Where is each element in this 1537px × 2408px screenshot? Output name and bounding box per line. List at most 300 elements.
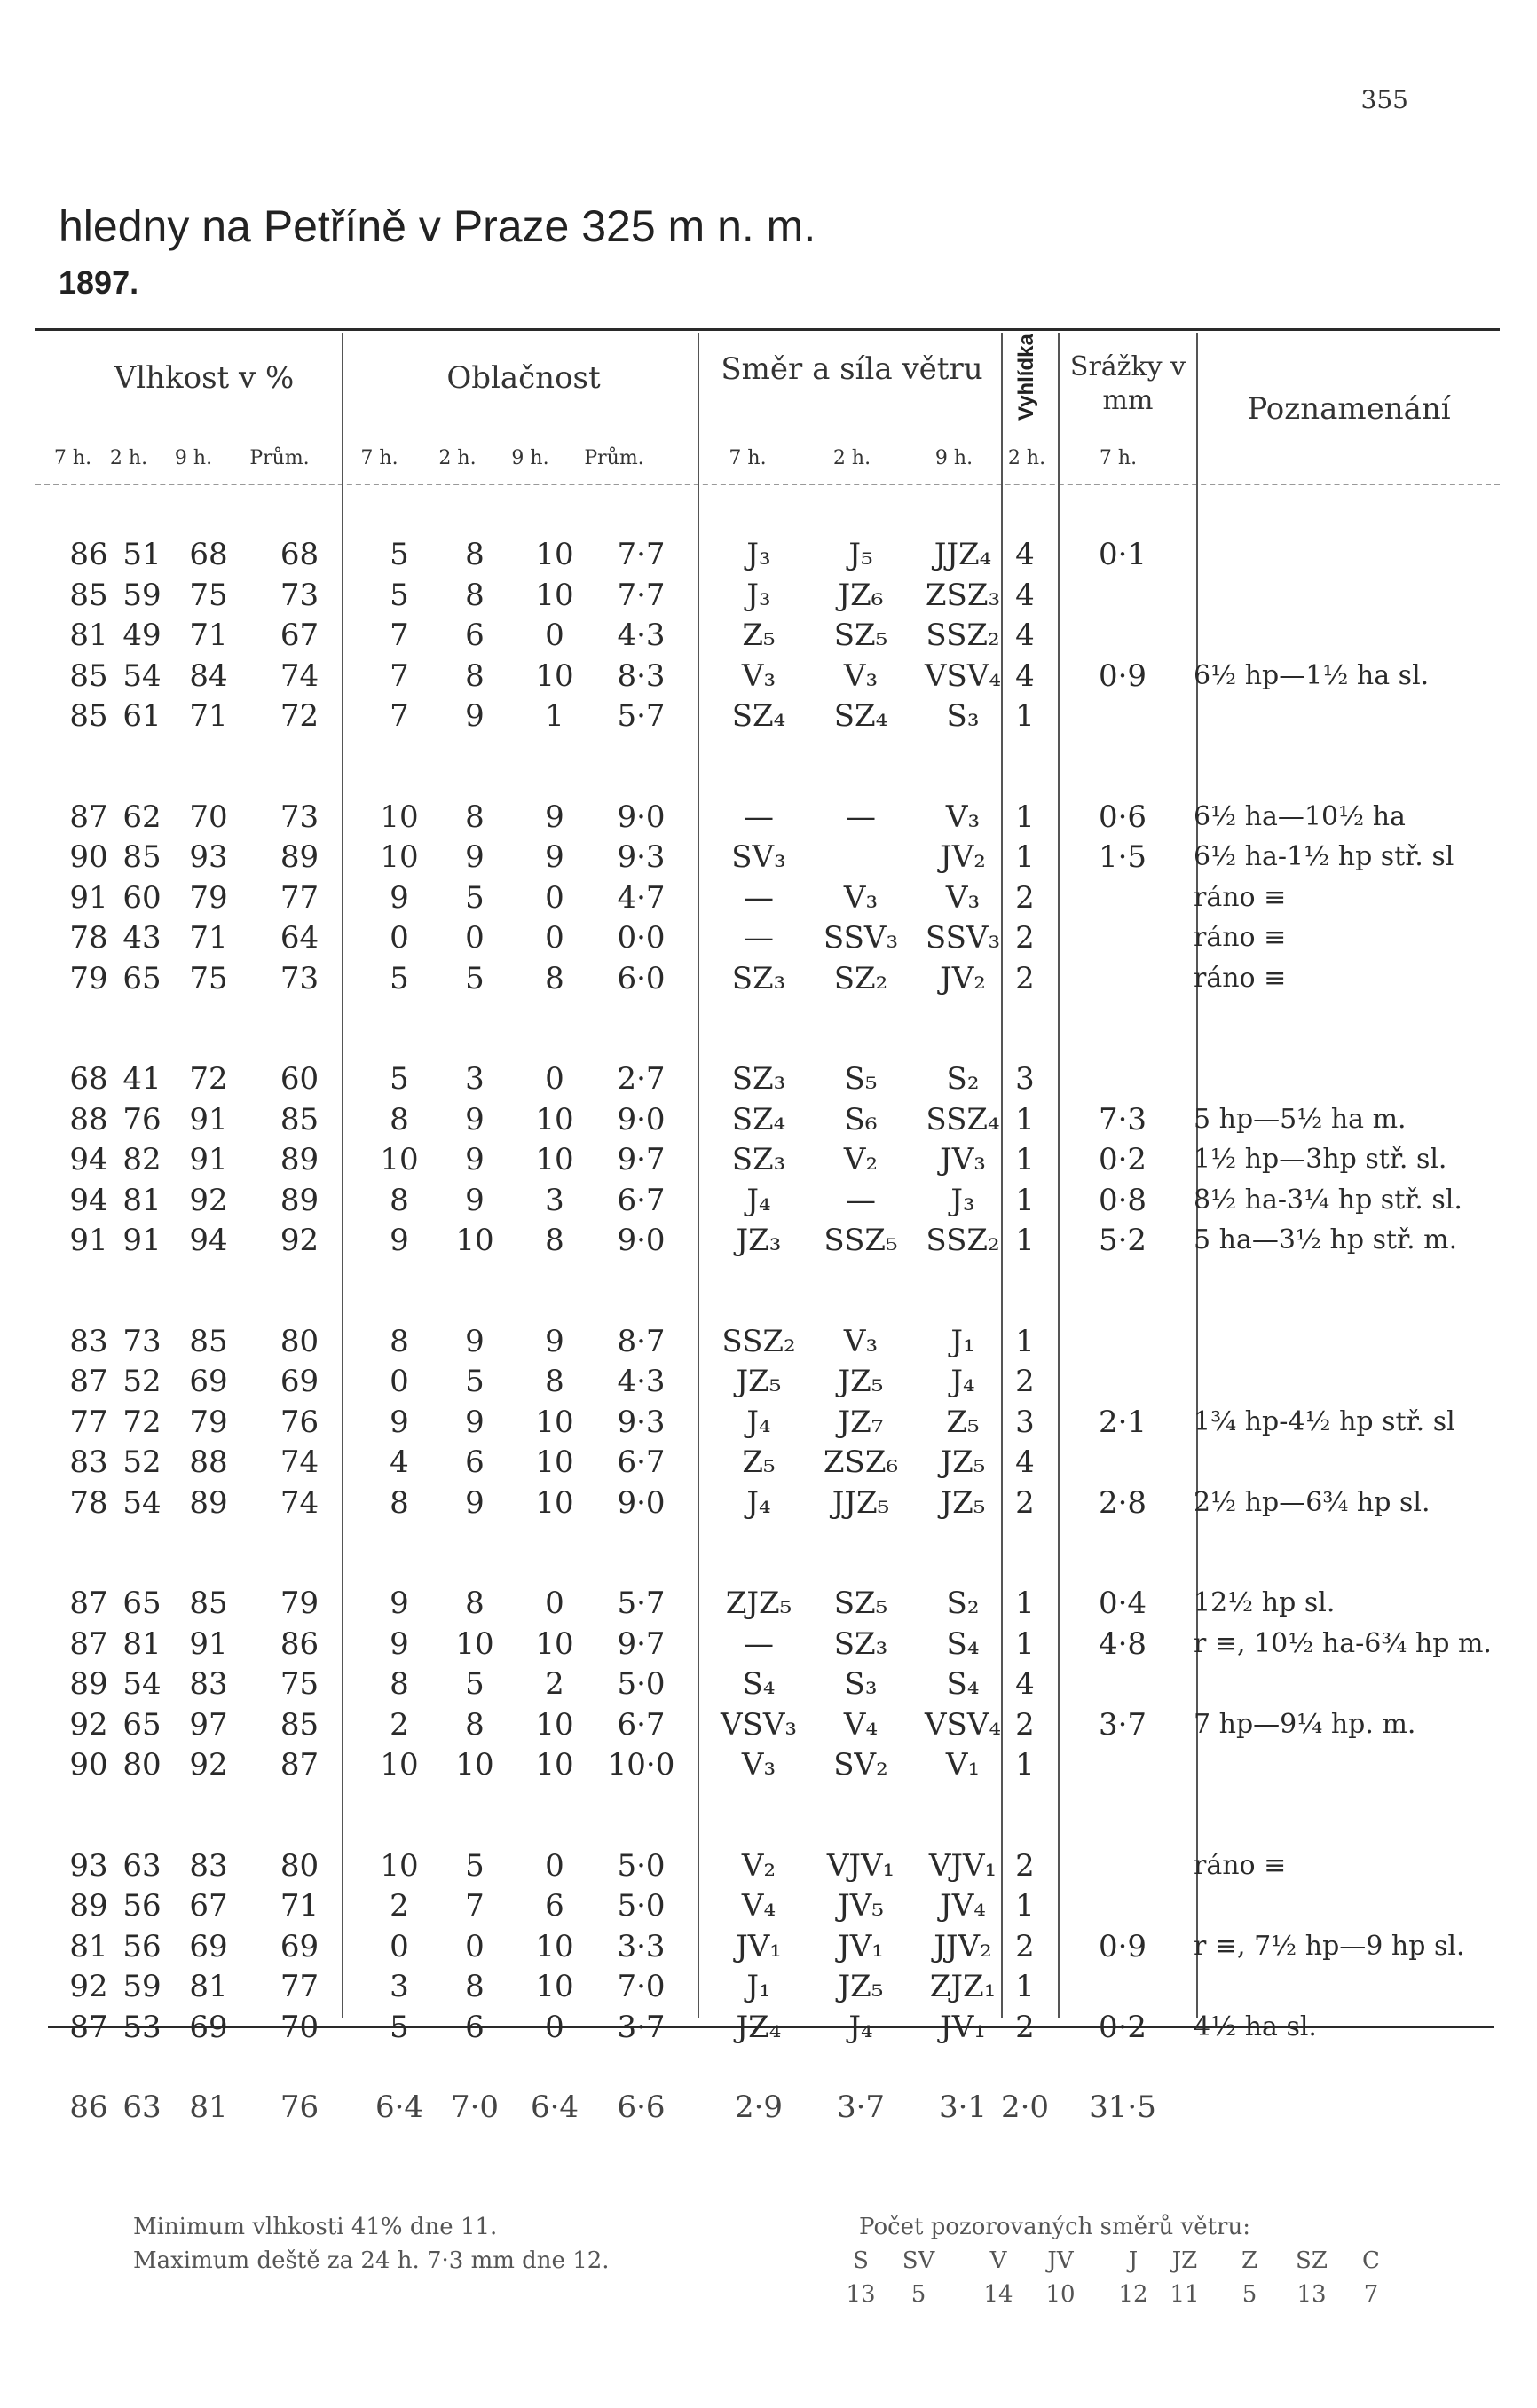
table-cell: 7	[390, 657, 409, 694]
table-cell: 82	[122, 1142, 162, 1177]
table-cell: SZ₃	[731, 960, 786, 996]
table-cell: 68	[280, 537, 319, 572]
subheader-7: Prům.	[584, 447, 644, 469]
table-cell: 1	[1015, 1142, 1035, 1177]
table-cell: 87	[69, 1586, 108, 1621]
table-cell: 70	[280, 2009, 319, 2045]
table-cell: 77	[69, 1404, 108, 1440]
table-cell: J₅	[848, 537, 873, 572]
total-cell: 81	[189, 2089, 228, 2125]
table-cell: —	[744, 920, 774, 956]
total-cell: 3·7	[836, 2089, 886, 2125]
table-cell: 69	[189, 1928, 228, 1964]
subheader-9: 2 h.	[832, 447, 871, 469]
table-cell: 10	[380, 1142, 419, 1177]
table-cell: 10	[455, 1625, 494, 1662]
total-cell: 6·4	[374, 2089, 424, 2125]
subheader-4: 7 h.	[360, 447, 398, 469]
note-cell: ráno ≡	[1194, 962, 1287, 994]
table-cell: 9	[465, 1323, 485, 1359]
table-cell: 8	[390, 1484, 409, 1521]
table-cell: 6·7	[617, 1706, 666, 1743]
table-cell: 93	[189, 839, 228, 875]
table-cell: 2	[1015, 1484, 1035, 1521]
table-cell: V₄	[741, 1888, 776, 1924]
table-cell: JZ₅	[940, 1484, 986, 1521]
table-cell: 91	[69, 1223, 108, 1258]
table-cell: J₄	[746, 1484, 771, 1521]
table-cell: VSV₃	[720, 1706, 798, 1743]
table-cell: 4·7	[617, 879, 666, 916]
table-cell: 92	[69, 1706, 108, 1743]
total-cell: 31·5	[1089, 2089, 1156, 2125]
table-cell: 3	[465, 1061, 485, 1097]
note-cell: ráno ≡	[1194, 922, 1287, 953]
table-cell: 81	[69, 1928, 108, 1964]
table-cell: JZ₅	[838, 1969, 884, 2004]
table-cell: 85	[280, 1706, 319, 1743]
page-number: 355	[1360, 85, 1408, 114]
table-cell: V₃	[843, 657, 879, 694]
footer-wind-dir: V	[989, 2247, 1007, 2274]
table-cell: 0	[545, 2009, 564, 2045]
table-cell: 8	[465, 1586, 485, 1621]
table-cell: 52	[122, 1444, 162, 1480]
table-cell: 0	[545, 1061, 564, 1097]
total-cell: 86	[69, 2089, 108, 2125]
note-cell: 6½ ha—10½ ha	[1194, 800, 1406, 832]
table-cell: SZ₄	[833, 698, 888, 734]
table-cell: 9	[465, 1182, 485, 1218]
table-cell: 51	[122, 537, 162, 572]
table-cell: 52	[122, 1364, 162, 1399]
table-cell: J₄	[746, 1182, 771, 1218]
table-cell: S₂	[946, 1586, 980, 1621]
table-cell: V₃	[741, 1747, 776, 1782]
table-cell: 6	[465, 2009, 485, 2045]
table-cell: 76	[280, 1404, 319, 1440]
table-cell: 5·0	[617, 1888, 666, 1924]
table-cell: JV₂	[940, 839, 986, 875]
table-cell: 2	[1015, 2009, 1035, 2045]
table-cell: 65	[122, 960, 162, 996]
table-cell: SZ₃	[833, 1625, 888, 1662]
table-cell: 8	[390, 1101, 409, 1137]
table-cell: 8	[545, 960, 564, 996]
header-bottom-rule	[35, 484, 1500, 485]
table-cell: 2	[1015, 1928, 1035, 1964]
table-cell: V₃	[843, 879, 879, 916]
table-cell: 1	[1015, 1969, 1035, 2004]
table-cell: 2	[1015, 879, 1035, 916]
table-cell: 93	[69, 1847, 108, 1884]
table-cell: 4	[1015, 537, 1035, 572]
table-cell: S₄	[946, 1625, 980, 1662]
table-cell: 67	[189, 1888, 228, 1924]
table-cell: —	[744, 799, 774, 835]
table-cell: 84	[189, 657, 228, 694]
table-cell: 7	[390, 698, 409, 734]
table-cell: 53	[122, 2009, 162, 2045]
table-cell: 1	[545, 698, 564, 734]
table-cell: 59	[122, 1969, 162, 2004]
table-cell: 67	[280, 618, 319, 653]
subheader-2: 9 h.	[174, 447, 213, 469]
note-cell: 6½ ha-1½ hp stř. sl	[1194, 841, 1454, 872]
table-cell: 94	[189, 1223, 228, 1258]
note-cell: 7 hp—9¼ hp. m.	[1194, 1708, 1416, 1740]
table-cell: 5	[390, 537, 409, 572]
table-cell: 9·0	[617, 799, 666, 835]
footer-wind-dir: SZ	[1296, 2247, 1328, 2274]
table-cell: 5	[390, 577, 409, 613]
table-cell: 2·8	[1098, 1484, 1147, 1521]
subheader-1: 2 h.	[109, 447, 148, 469]
table-cell: JV₁	[838, 1928, 884, 1964]
table-cell: —	[846, 1182, 876, 1218]
table-cell: 5·7	[617, 698, 666, 734]
table-cell: 10	[535, 1404, 574, 1440]
table-cell: 0·2	[1098, 2009, 1147, 2045]
note-cell: 5 ha—3½ hp stř. m.	[1194, 1224, 1458, 1255]
table-cell: 64	[280, 920, 319, 956]
table-cell: 10	[380, 799, 419, 835]
table-cell: S₃	[946, 698, 980, 734]
table-cell: 1	[1015, 1323, 1035, 1359]
table-cell: 9·3	[617, 839, 666, 875]
table-cell: 0·0	[617, 920, 666, 956]
table-cell: JZ₃	[736, 1223, 782, 1258]
table-cell: 7·0	[617, 1969, 666, 2004]
table-cell: 1	[1015, 799, 1035, 835]
table-cell: S₅	[844, 1061, 878, 1097]
table-cell: 3	[1015, 1404, 1035, 1440]
table-cell: 6·7	[617, 1444, 666, 1480]
table-cell: 9	[465, 1142, 485, 1177]
footer-wind-count: 13	[846, 2281, 876, 2308]
year-label: 1897.	[59, 264, 139, 301]
table-cell: 72	[189, 1061, 228, 1097]
page-title: hledny na Petříně v Praze 325 m n. m.	[59, 201, 816, 251]
table-cell: 9·3	[617, 1404, 666, 1440]
table-cell: 4·3	[617, 1364, 666, 1399]
table-cell: 76	[122, 1101, 162, 1137]
table-cell: 6·0	[617, 960, 666, 996]
table-cell: 1·5	[1098, 839, 1147, 875]
note-cell: ráno ≡	[1194, 1849, 1287, 1881]
table-cell: 2·7	[617, 1061, 666, 1097]
table-cell: SZ₅	[833, 618, 888, 653]
table-cell: 4	[1015, 618, 1035, 653]
table-cell: J₃	[746, 577, 771, 613]
table-cell: 77	[280, 879, 319, 916]
footer-wind-count: 12	[1118, 2281, 1148, 2308]
footer-max-rain: Maximum deště za 24 h. 7·3 mm dne 12.	[133, 2247, 610, 2274]
table-cell: V₂	[843, 1142, 879, 1177]
table-cell: 60	[280, 1061, 319, 1097]
footer-wind-dir: S	[853, 2247, 869, 2274]
note-cell: 1½ hp—3hp stř. sl.	[1194, 1144, 1447, 1175]
table-cell: Z₅	[946, 1404, 980, 1440]
table-cell: V₃	[945, 799, 981, 835]
table-cell: 5·7	[617, 1586, 666, 1621]
table-cell: 74	[280, 657, 319, 694]
table-cell: —	[744, 1625, 774, 1662]
table-cell: SSV₃	[823, 920, 899, 956]
footer-wind-dir: SV	[902, 2247, 935, 2274]
header-notes: Poznamenání	[1247, 391, 1451, 427]
table-cell: SV₂	[833, 1747, 888, 1782]
table-cell: 9·0	[617, 1484, 666, 1521]
table-cell: 70	[189, 799, 228, 835]
table-cell: 7	[465, 1888, 485, 1924]
subheader-3: Prům.	[249, 447, 310, 469]
table-cell: 9	[465, 1101, 485, 1137]
footer-wind-count: 5	[1241, 2281, 1257, 2308]
table-cell: 2	[1015, 1364, 1035, 1399]
table-cell: 0·6	[1098, 799, 1147, 835]
table-cell: 3	[545, 1182, 564, 1218]
table-cell: 79	[280, 1586, 319, 1621]
table-cell: J₄	[848, 2009, 873, 2045]
table-cell: 3·7	[617, 2009, 666, 2045]
table-cell: 0	[545, 618, 564, 653]
table-cell: 6	[465, 618, 485, 653]
table-cell: 4	[1015, 1666, 1035, 1702]
table-cell: 9	[465, 1404, 485, 1440]
table-cell: 81	[69, 618, 108, 653]
table-cell: 79	[189, 1404, 228, 1440]
table-cell: 4·3	[617, 618, 666, 653]
subheader-8: 7 h.	[729, 447, 767, 469]
table-cell: 89	[280, 1142, 319, 1177]
total-cell: 6·6	[617, 2089, 666, 2125]
table-cell: 81	[189, 1969, 228, 2004]
table-cell: JJV₂	[934, 1928, 992, 1964]
table-cell: 94	[69, 1182, 108, 1218]
table-cell: JZ₅	[940, 1444, 986, 1480]
table-cell: V₃	[843, 1323, 879, 1359]
table-cell: 0	[545, 1586, 564, 1621]
table-cell: 79	[189, 879, 228, 916]
footer-wind-count: 5	[910, 2281, 926, 2308]
table-cell: 9	[465, 1484, 485, 1521]
table-cell: 72	[122, 1404, 162, 1440]
table-cell: 8	[390, 1323, 409, 1359]
table-cell: J₃	[746, 537, 771, 572]
table-cell: 2·1	[1098, 1404, 1147, 1440]
table-cell: 0	[390, 1928, 409, 1964]
table-cell: 7·3	[1098, 1101, 1147, 1137]
table-cell: 83	[189, 1666, 228, 1702]
table-cell: 4·8	[1098, 1625, 1147, 1662]
table-cell: V₂	[741, 1847, 776, 1884]
table-cell: 90	[69, 1747, 108, 1782]
note-cell: 5 hp—5½ ha m.	[1194, 1103, 1407, 1135]
footer-wind-count: 13	[1297, 2281, 1327, 2308]
table-cell: 89	[280, 839, 319, 875]
table-cell: 87	[69, 1625, 108, 1662]
table-cell: 92	[189, 1747, 228, 1782]
table-cell: J₁	[950, 1323, 975, 1359]
table-cell: 91	[69, 879, 108, 916]
table-cell: 54	[122, 1484, 162, 1521]
table-cell: 10	[455, 1223, 494, 1258]
table-cell: JZ₆	[838, 577, 884, 613]
table-cell: JV₃	[940, 1142, 986, 1177]
table-cell: 10	[380, 839, 419, 875]
table-cell: 69	[280, 1928, 319, 1964]
footer-wind-dir: JZ	[1171, 2247, 1198, 2274]
table-cell: 80	[280, 1323, 319, 1359]
note-cell: 2½ hp—6¾ hp sl.	[1194, 1486, 1431, 1518]
table-cell: 5·0	[617, 1847, 666, 1884]
total-cell: 2·9	[734, 2089, 784, 2125]
note-cell: 12½ hp sl.	[1194, 1587, 1336, 1618]
table-cell: 89	[280, 1182, 319, 1218]
table-cell: 1	[1015, 1888, 1035, 1924]
table-cell: SSZ₂	[926, 1223, 1000, 1258]
table-cell: 6	[465, 1444, 485, 1480]
table-cell: JV₁	[940, 2009, 986, 2045]
note-cell: r ≡, 7½ hp—9 hp sl.	[1194, 1930, 1465, 1962]
table-cell: S₄	[946, 1666, 980, 1702]
table-cell: 74	[280, 1444, 319, 1480]
table-cell: 8	[390, 1666, 409, 1702]
table-cell: V₃	[945, 879, 981, 916]
table-cell: 71	[280, 1888, 319, 1924]
total-cell: 7·0	[450, 2089, 500, 2125]
table-cell: 69	[189, 2009, 228, 2045]
table-cell: SZ₅	[833, 1586, 888, 1621]
footer-wind-count: 10	[1045, 2281, 1076, 2308]
column-divider-0	[342, 333, 343, 2018]
table-cell: 2	[390, 1706, 409, 1743]
table-cell: 9·0	[617, 1223, 666, 1258]
table-cell: V₄	[843, 1706, 879, 1743]
table-cell: 0·2	[1098, 1142, 1147, 1177]
table-cell: 10	[535, 1706, 574, 1743]
table-cell: 0	[465, 920, 485, 956]
table-cell: 5	[390, 960, 409, 996]
table-cell: JV₄	[940, 1888, 986, 1924]
table-cell: Z₅	[742, 618, 776, 653]
table-cell: 85	[69, 657, 108, 694]
table-cell: S₆	[844, 1101, 878, 1137]
table-cell: 68	[189, 537, 228, 572]
table-cell: 1	[1015, 1625, 1035, 1662]
table-cell: 0·9	[1098, 1928, 1147, 1964]
table-cell: 8	[465, 577, 485, 613]
table-cell: 78	[69, 920, 108, 956]
table-cell: 0	[545, 879, 564, 916]
table-cell: 56	[122, 1888, 162, 1924]
column-divider-3	[1058, 333, 1060, 2018]
table-cell: 0·4	[1098, 1586, 1147, 1621]
table-cell: 65	[122, 1706, 162, 1743]
note-cell: 6½ hp—1½ ha sl.	[1194, 659, 1430, 691]
table-cell: 8	[465, 1969, 485, 2004]
table-cell: 5	[465, 960, 485, 996]
table-cell: 8	[545, 1223, 564, 1258]
table-cell: 71	[189, 698, 228, 734]
table-cell: 0	[390, 920, 409, 956]
table-cell: 8	[465, 1706, 485, 1743]
table-cell: J₄	[950, 1364, 975, 1399]
table-cell: 92	[69, 1969, 108, 2004]
subheader-10: 9 h.	[934, 447, 973, 469]
note-cell: 1¾ hp-4½ hp stř. sl	[1194, 1405, 1455, 1437]
table-cell: 74	[280, 1484, 319, 1521]
subheader-0: 7 h.	[53, 447, 92, 469]
footer-wind-dir: Z	[1241, 2247, 1258, 2274]
header-vyhlidka: Vyhlídka	[1014, 334, 1038, 421]
table-cell: 83	[69, 1323, 108, 1359]
table-cell: 85	[189, 1323, 228, 1359]
table-cell: 77	[280, 1969, 319, 2004]
table-cell: 91	[189, 1142, 228, 1177]
table-cell: SZ₄	[731, 1101, 786, 1137]
table-cell: 4	[1015, 577, 1035, 613]
subheader-11: 2 h.	[1007, 447, 1046, 469]
total-cell: 76	[280, 2089, 319, 2125]
table-cell: 9·7	[617, 1625, 666, 1662]
table-cell: 2	[545, 1666, 564, 1702]
table-cell: VJV₁	[928, 1847, 997, 1884]
table-cell: 9·7	[617, 1142, 666, 1177]
table-cell: 9	[465, 839, 485, 875]
table-cell: 8·3	[617, 657, 666, 694]
table-cell: 8	[545, 1364, 564, 1399]
table-cell: 9	[545, 799, 564, 835]
table-cell: 80	[280, 1847, 319, 1884]
table-cell: 1	[1015, 1182, 1035, 1218]
header-humidity: Vlhkost v %	[114, 360, 295, 396]
table-cell: 2	[390, 1888, 409, 1924]
footer-wind-count: 7	[1363, 2281, 1379, 2308]
column-divider-1	[698, 333, 699, 2018]
table-cell: J₄	[746, 1404, 771, 1440]
table-cell: 91	[122, 1223, 162, 1258]
table-cell: 73	[280, 799, 319, 835]
table-cell: SV₃	[731, 839, 786, 875]
table-cell: 5	[465, 1666, 485, 1702]
table-cell: 3	[1015, 1061, 1035, 1097]
table-cell: 86	[280, 1625, 319, 1662]
subheader-12: 7 h.	[1099, 447, 1138, 469]
table-cell: 8·7	[617, 1323, 666, 1359]
subheader-5: 2 h.	[438, 447, 477, 469]
total-cell: 63	[122, 2089, 162, 2125]
table-cell: 10	[535, 1625, 574, 1662]
table-cell: 0·1	[1098, 537, 1147, 572]
table-cell: 5	[465, 1364, 485, 1399]
table-cell: 54	[122, 1666, 162, 1702]
table-cell: 9	[545, 1323, 564, 1359]
footer-wind-dir: JV	[1047, 2247, 1074, 2274]
table-cell: SZ₂	[833, 960, 888, 996]
table-cell: 4	[1015, 1444, 1035, 1480]
table-cell: VSV₄	[924, 657, 1002, 694]
subheader-6: 9 h.	[511, 447, 549, 469]
table-cell: 86	[69, 537, 108, 572]
table-cell: 81	[122, 1625, 162, 1662]
table-cell: JZ₅	[736, 1364, 782, 1399]
table-cell: 4	[390, 1444, 409, 1480]
table-cell: 3·3	[617, 1928, 666, 1964]
table-cell: SSV₃	[925, 920, 1001, 956]
table-cell: 8	[465, 657, 485, 694]
